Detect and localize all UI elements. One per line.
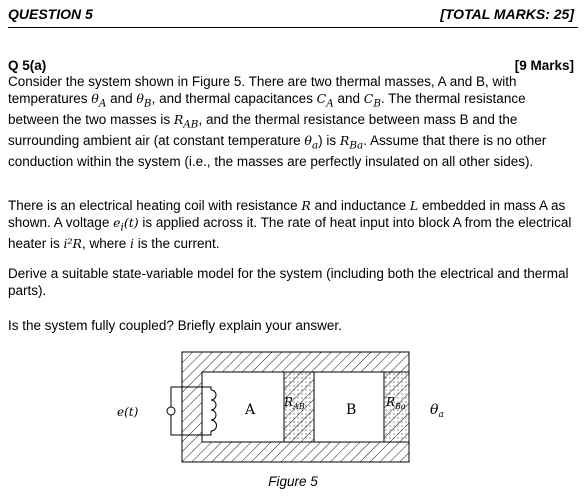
p1-text-6: , and the thermal resistance between mass B and the surrounding ambient air (at constant temperature <box>8 111 518 148</box>
theta-a-symbol: $\theta_A$ <box>91 90 107 110</box>
p2-text-3: embedded in mass A as shown. A voltage <box>8 198 566 230</box>
paragraph-derive: Derive a suitable state-variable model for the system (including both the electrical and thermal parts). <box>8 266 569 298</box>
paragraph-system-description <box>8 74 578 170</box>
figure-5-diagram <box>0 340 586 470</box>
current-symbol: i <box>129 235 134 251</box>
coil-resistance-symbol: R <box>301 198 311 213</box>
p1-text-1: Consider the system shown in Figure 5. There are two thermal masses, A and B, with temperatures <box>8 74 517 106</box>
question-label: Q 5(a) <box>8 58 47 73</box>
question-marks: [9 Marks] <box>514 58 574 73</box>
p1-text-7: ) is <box>318 132 340 148</box>
inductance-symbol: L <box>409 198 419 213</box>
question-heading: QUESTION 5 <box>8 6 93 22</box>
p2-text-6: is the current. <box>133 235 220 251</box>
ambient-temperature-label: $\theta_a$ <box>430 402 444 420</box>
voltage-source-terminal <box>167 407 175 415</box>
capacitance-b-symbol: $C_B$ <box>363 90 382 110</box>
p2-text-2: and inductance <box>310 198 410 213</box>
resistance-ba-symbol: $R_{Ba}$ <box>339 132 364 152</box>
p1-text-3: , and thermal capacitances <box>151 90 317 106</box>
p2-text-4: is applied across it. The rate of heat input into block A from the electrical heater is <box>8 214 572 251</box>
p1-text-5: . The thermal resistance between the two masses is <box>8 90 526 127</box>
p1-text-8: . Assume that there is no other conduction within the system (i.e., the masses are perfectly insulated on all other sides). <box>8 132 547 169</box>
block-a-label: A <box>245 402 256 418</box>
resistance-ab-label: $R_{AB}$ <box>284 395 305 411</box>
capacitance-a-symbol: $C_A$ <box>316 90 334 110</box>
paragraph-coupling: Is the system fully coupled? Briefly explain your answer. <box>8 318 342 333</box>
resistance-ab-symbol: $R_{AB}$ <box>173 111 199 131</box>
theta-ambient-symbol: $\theta_a$ <box>304 132 319 152</box>
block-b-label: B <box>346 402 357 418</box>
p2-text-5: , where <box>81 235 130 251</box>
p2-text-1: There is an electrical heating coil with resistance <box>8 198 302 213</box>
voltage-label: e(t) <box>117 405 139 419</box>
p1-text-2: and <box>106 90 137 106</box>
heat-rate-symbol: i²R <box>63 235 82 251</box>
paragraph-heating-coil <box>8 198 578 252</box>
total-marks-heading: [TOTAL MARKS: 25] <box>440 6 574 22</box>
question-label-row <box>8 58 574 73</box>
theta-b-symbol: $\theta_B$ <box>136 90 152 110</box>
voltage-symbol: $e_i(t)$ <box>113 214 139 234</box>
p1-text-4: and <box>333 90 364 106</box>
header-divider <box>8 27 578 28</box>
mass-a-block <box>202 372 284 442</box>
figure-caption: Figure 5 <box>268 474 318 489</box>
resistance-ba-label: $R_{Ba}$ <box>386 395 406 411</box>
